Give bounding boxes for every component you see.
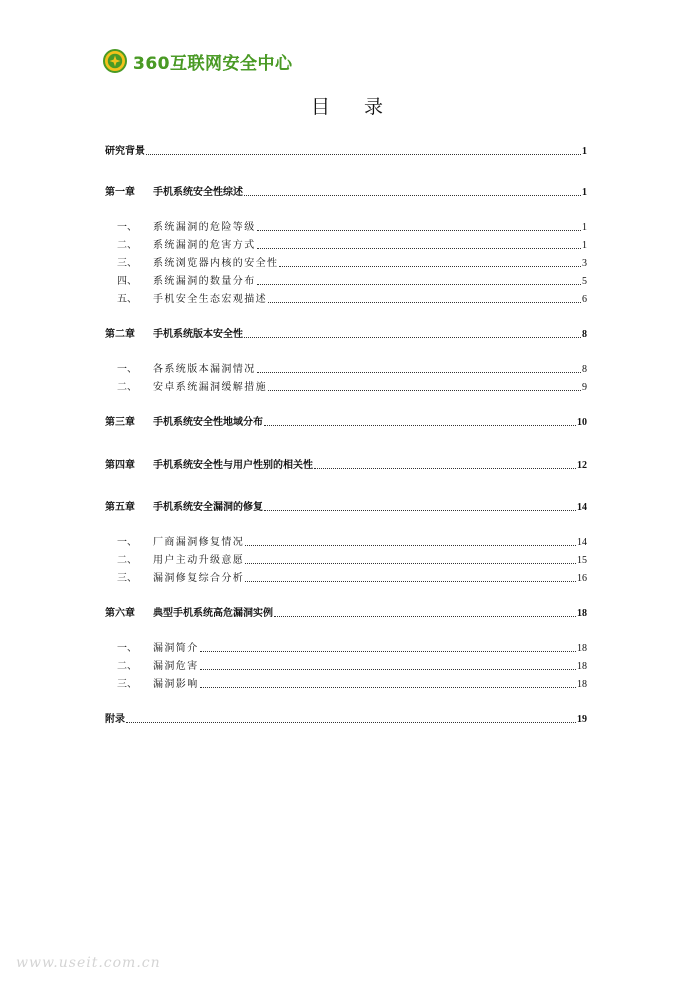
toc-page-number: 8 xyxy=(582,364,587,375)
toc-entry-title: 手机系统版本安全性 xyxy=(153,329,243,340)
toc-page-number: 5 xyxy=(582,276,587,287)
toc-entry-title: 系统浏览器内核的安全性 xyxy=(153,258,279,269)
toc-section-row[interactable] xyxy=(105,571,587,585)
toc-page-number: 9 xyxy=(582,382,587,393)
toc-leader-dots xyxy=(200,668,576,670)
toc-chapter-row[interactable] xyxy=(105,415,587,429)
toc-entry-number: 一、 xyxy=(117,643,137,654)
toc-entry-number: 五、 xyxy=(117,294,137,305)
toc-section-row[interactable] xyxy=(105,292,587,306)
toc-leader-dots xyxy=(257,371,581,373)
toc-entry-number: 第一章 xyxy=(105,187,135,198)
toc-leader-dots xyxy=(126,721,576,723)
toc-section-row[interactable] xyxy=(105,659,587,673)
toc-entry-number: 一、 xyxy=(117,222,137,233)
toc-leader-dots xyxy=(268,389,581,391)
toc-entry-title: 用户主动升级意愿 xyxy=(153,555,245,566)
toc-entry-title: 各系统版本漏洞情况 xyxy=(153,364,256,375)
toc-leader-dots xyxy=(146,153,581,155)
toc-section-row[interactable] xyxy=(105,256,587,270)
toc-chapter-row[interactable] xyxy=(105,500,587,514)
toc-entry-number: 三、 xyxy=(117,258,137,269)
toc-entry-title: 手机系统安全性与用户性别的相关性 xyxy=(153,460,313,471)
toc-leader-dots xyxy=(244,336,581,338)
toc-entry-number: 一、 xyxy=(117,364,137,375)
toc-section-row[interactable] xyxy=(105,220,587,234)
toc-entry-title: 漏洞危害 xyxy=(153,661,199,672)
toc-entry-number: 二、 xyxy=(117,240,137,251)
toc-entry-title: 漏洞修复综合分析 xyxy=(153,573,245,584)
toc-entry-title: 手机系统安全性综述 xyxy=(153,187,243,198)
toc-page-number: 6 xyxy=(582,294,587,305)
toc-page-number: 16 xyxy=(577,573,587,584)
toc-page-number: 1 xyxy=(582,222,587,233)
toc-entry-number: 二、 xyxy=(117,555,137,566)
toc-entry-title: 系统漏洞的危害方式 xyxy=(153,240,256,251)
toc-entry-title: 系统漏洞的危险等级 xyxy=(153,222,256,233)
logo-text: 360互联网安全中心 xyxy=(133,53,293,74)
toc-entry-number: 三、 xyxy=(117,679,137,690)
toc-entry-title: 手机系统安全漏洞的修复 xyxy=(153,502,263,513)
toc-leader-dots xyxy=(257,283,581,285)
toc-page-number: 8 xyxy=(582,329,587,340)
toc-section-row[interactable] xyxy=(105,535,587,549)
toc-leader-dots xyxy=(245,580,576,582)
toc-entry-title: 漏洞影响 xyxy=(153,679,199,690)
toc-entry-number: 三、 xyxy=(117,573,137,584)
toc-entry-number: 研究背景 xyxy=(105,146,145,157)
toc-page-number: 1 xyxy=(582,240,587,251)
toc-chapter-row[interactable] xyxy=(105,327,587,341)
toc-entry-number: 附录 xyxy=(105,714,125,725)
toc-entry-title: 安卓系统漏洞缓解措施 xyxy=(153,382,267,393)
toc-section-row[interactable] xyxy=(105,238,587,252)
toc-section-row[interactable] xyxy=(105,380,587,394)
toc-page-number: 18 xyxy=(577,643,587,654)
toc-entry-number: 第三章 xyxy=(105,417,135,428)
toc-leader-dots xyxy=(200,686,576,688)
toc-entry-title: 系统漏洞的数量分布 xyxy=(153,276,256,287)
toc-page-number: 3 xyxy=(582,258,587,269)
toc-entry-number: 第二章 xyxy=(105,329,135,340)
toc-section-row[interactable] xyxy=(105,553,587,567)
toc-section-row[interactable] xyxy=(105,362,587,376)
toc-page-number: 15 xyxy=(577,555,587,566)
toc-page-number: 10 xyxy=(577,417,587,428)
toc-chapter-row[interactable] xyxy=(105,606,587,620)
toc-entry-title: 厂商漏洞修复情况 xyxy=(153,537,245,548)
toc-page-number: 19 xyxy=(577,714,587,725)
toc-leader-dots xyxy=(314,467,576,469)
toc-leader-dots xyxy=(264,509,576,511)
toc-page-number: 18 xyxy=(577,679,587,690)
toc-entry-number: 二、 xyxy=(117,661,137,672)
toc-leader-dots xyxy=(268,301,581,303)
toc-page-number: 1 xyxy=(582,187,587,198)
toc-page-number: 14 xyxy=(577,537,587,548)
toc-chapter-row[interactable] xyxy=(105,144,587,158)
toc-entry-number: 第六章 xyxy=(105,608,135,619)
toc-entry-title: 典型手机系统高危漏洞实例 xyxy=(153,608,273,619)
toc-page-number: 14 xyxy=(577,502,587,513)
toc-section-row[interactable] xyxy=(105,274,587,288)
toc-page-number: 18 xyxy=(577,608,587,619)
toc-entry-title: 手机系统安全性地域分布 xyxy=(153,417,263,428)
toc-leader-dots xyxy=(245,562,576,564)
toc-leader-dots xyxy=(264,424,576,426)
toc-entry-number: 一、 xyxy=(117,537,137,548)
toc-chapter-row[interactable] xyxy=(105,712,587,726)
header-logo xyxy=(103,48,293,74)
toc-entry-number: 二、 xyxy=(117,382,137,393)
toc-entry-number: 第五章 xyxy=(105,502,135,513)
watermark: www.useit.com.cn xyxy=(16,955,161,971)
toc-chapter-row[interactable] xyxy=(105,185,587,199)
toc-entry-title: 漏洞简介 xyxy=(153,643,199,654)
360-safe-shield-icon xyxy=(103,49,127,73)
toc-leader-dots xyxy=(279,265,581,267)
toc-leader-dots xyxy=(200,650,576,652)
toc-entry-title: 手机安全生态宏观描述 xyxy=(153,294,267,305)
toc-page-number: 18 xyxy=(577,661,587,672)
toc-leader-dots xyxy=(245,544,576,546)
toc-entry-number: 第四章 xyxy=(105,460,135,471)
toc-chapter-row[interactable] xyxy=(105,458,587,472)
toc-entry-number: 四、 xyxy=(117,276,137,287)
toc-page-number: 1 xyxy=(582,146,587,157)
toc-leader-dots xyxy=(274,615,576,617)
toc-leader-dots xyxy=(244,194,581,196)
toc-section-row[interactable] xyxy=(105,641,587,655)
toc-page-number: 12 xyxy=(577,460,587,471)
toc-leader-dots xyxy=(257,247,581,249)
page-title: 目录 xyxy=(310,96,417,118)
toc-section-row[interactable] xyxy=(105,677,587,691)
toc-leader-dots xyxy=(257,229,581,231)
